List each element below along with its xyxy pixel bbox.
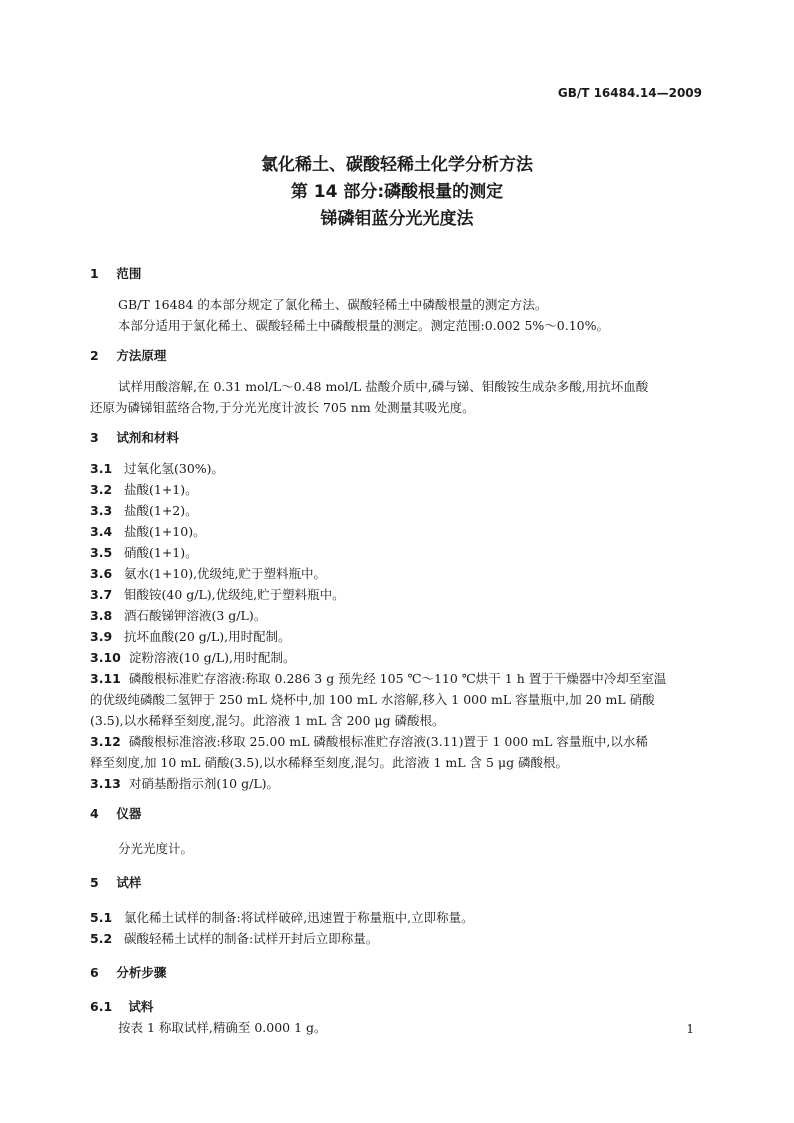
title-line-1: 氯化稀土、碳酸轻稀土化学分析方法 — [261, 155, 533, 175]
item-text-continued: 释至刻度,加 10 mL 硝酸(3.5),以水稀释至刻度,混匀。此溶液 1 mL 含 5 μg 磷酸根。 — [90, 755, 569, 770]
item-text: 氯化稀土试样的制备:将试样破碎,迅速置于称量瓶中,立即称量。 — [124, 910, 474, 925]
section-heading — [90, 264, 704, 284]
subsection-heading — [90, 997, 704, 1017]
subsection-number: 6.1 — [90, 999, 113, 1014]
paragraph: 按表 1 称取试样,精确至 0.000 1 g。 — [118, 1020, 327, 1035]
document-body — [90, 264, 704, 1038]
list-item — [90, 605, 704, 626]
item-text: 磷酸根标准贮存溶液:称取 0.286 3 g 预先经 105 ℃～110 ℃烘干 1 h 置于干燥器中冷却至室温 — [128, 671, 667, 686]
item-text: 酒石酸锑钾溶液(3 g/L)。 — [124, 608, 267, 623]
item-number: 3.12 — [90, 734, 121, 749]
paragraph: 本部分适用于氯化稀土、碳酸轻稀土中磷酸根量的测定。测定范围:0.002 5%～0.10%。 — [118, 318, 610, 333]
section-heading — [90, 963, 704, 983]
item-text: 对硝基酚指示剂(10 g/L)。 — [128, 776, 279, 791]
paragraph: 分光光度计。 — [118, 841, 194, 856]
list-item — [90, 668, 704, 689]
item-number: 5.2 — [90, 931, 113, 946]
item-number: 3.10 — [90, 650, 121, 665]
item-text: 过氧化氢(30%)。 — [124, 461, 225, 476]
section-number: 1 — [90, 266, 99, 281]
section-title: 仪器 — [116, 806, 142, 821]
section-title: 方法原理 — [116, 348, 167, 363]
subsection-title: 试料 — [128, 999, 154, 1014]
paragraph: GB/T 16484 的本部分规定了氯化稀土、碳酸轻稀土中磷酸根量的测定方法。 — [118, 297, 548, 312]
section-title: 试剂和材料 — [116, 430, 179, 445]
list-item — [90, 479, 704, 500]
title-line-3: 锑磷钼蓝分光光度法 — [320, 209, 474, 229]
item-number: 3.4 — [90, 524, 113, 539]
list-item — [90, 521, 704, 542]
title-line-2: 第 14 部分:磷酸根量的测定 — [290, 182, 504, 202]
item-text: 淀粉溶液(10 g/L),用时配制。 — [128, 650, 296, 665]
list-item — [90, 626, 704, 647]
list-item — [90, 563, 704, 584]
section-number: 6 — [90, 965, 99, 980]
item-number: 3.3 — [90, 503, 113, 518]
item-number: 3.7 — [90, 587, 113, 602]
section-number: 5 — [90, 875, 99, 890]
section-heading — [90, 804, 704, 824]
paragraph: 试样用酸溶解,在 0.31 mol/L～0.48 mol/L 盐酸介质中,磷与锑、钼酸铵生成杂多酸,用抗坏血酸 — [118, 379, 649, 394]
paragraph: 还原为磷锑钼蓝络合物,于分光光度计波长 705 nm 处测量其吸光度。 — [90, 400, 475, 415]
item-text: 钼酸铵(40 g/L),优级纯,贮于塑料瓶中。 — [124, 587, 345, 602]
list-item — [90, 928, 704, 949]
item-text: 盐酸(1+2)。 — [124, 503, 198, 518]
list-item — [90, 731, 704, 752]
section-heading — [90, 346, 704, 366]
item-number: 3.1 — [90, 461, 113, 476]
list-item — [90, 773, 704, 794]
item-number: 3.8 — [90, 608, 113, 623]
item-text: 碳酸轻稀土试样的制备:试样开封后立即称量。 — [124, 931, 379, 946]
item-number: 3.13 — [90, 776, 121, 791]
page-number: 1 — [686, 1022, 694, 1036]
section-title: 试样 — [116, 875, 142, 890]
section-number: 4 — [90, 806, 99, 821]
section-number: 3 — [90, 430, 99, 445]
item-text: 氨水(1+10),优级纯,贮于塑料瓶中。 — [124, 566, 327, 581]
section-number: 2 — [90, 348, 99, 363]
item-number: 3.9 — [90, 629, 113, 644]
item-number: 3.11 — [90, 671, 121, 686]
list-item — [90, 907, 704, 928]
section-title: 范围 — [116, 266, 142, 281]
item-number: 3.6 — [90, 566, 113, 581]
list-item — [90, 584, 704, 605]
document-title — [0, 152, 794, 233]
item-text-continued: 的优级纯磷酸二氢钾于 250 mL 烧杯中,加 100 mL 水溶解,移入 1 000 mL 容量瓶中,加 20 mL 硝酸 — [90, 692, 655, 707]
item-number: 3.5 — [90, 545, 113, 560]
list-item — [90, 542, 704, 563]
section-heading — [90, 873, 704, 893]
list-item — [90, 500, 704, 521]
section-title: 分析步骤 — [116, 965, 167, 980]
standard-number: GB/T 16484.14—2009 — [557, 86, 702, 100]
item-text: 磷酸根标准溶液:移取 25.00 mL 磷酸根标准贮存溶液(3.11)置于 1 000 mL 容量瓶中,以水稀 — [128, 734, 648, 749]
section-heading — [90, 428, 704, 448]
item-text: 硝酸(1+1)。 — [124, 545, 198, 560]
list-item — [90, 647, 704, 668]
item-text-continued: (3.5),以水稀释至刻度,混匀。此溶液 1 mL 含 200 μg 磷酸根。 — [90, 713, 445, 728]
list-item — [90, 458, 704, 479]
item-number: 5.1 — [90, 910, 113, 925]
item-text: 盐酸(1+1)。 — [124, 482, 198, 497]
item-text: 抗坏血酸(20 g/L),用时配制。 — [124, 629, 291, 644]
item-text: 盐酸(1+10)。 — [124, 524, 206, 539]
item-number: 3.2 — [90, 482, 113, 497]
